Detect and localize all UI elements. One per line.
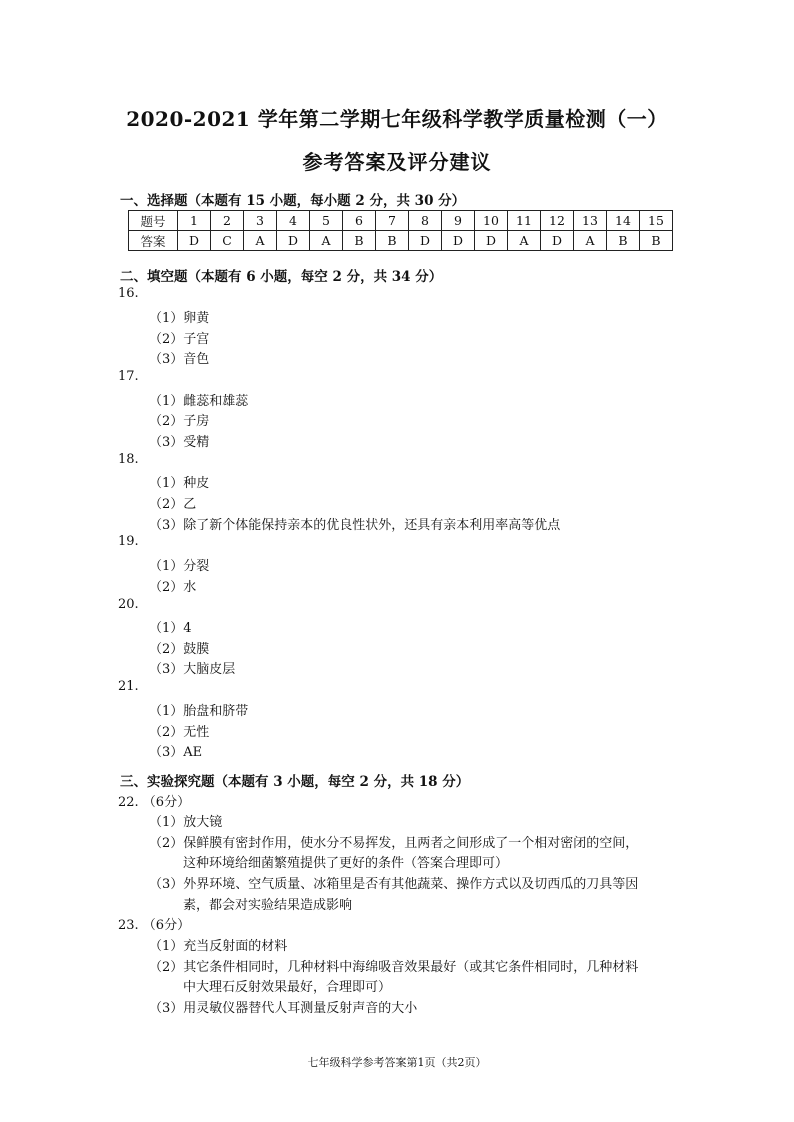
document-subtitle: 参考答案及评分建议 — [302, 150, 492, 174]
question-18-number: 18. — [118, 452, 139, 467]
question-number-cell: 4 — [277, 211, 310, 231]
question-number-cell: 5 — [310, 211, 343, 231]
answer-cell: B — [607, 231, 640, 251]
question-23-answer-2-line-1: （2）其它条件相同时，几种材料中海绵吸音效果最好（或其它条件相同时，几种材料 — [149, 960, 639, 975]
question-number-cell: 14 — [607, 211, 640, 231]
answer-cell: D — [409, 231, 442, 251]
answer-cell: D — [442, 231, 475, 251]
answer-cell: B — [640, 231, 673, 251]
question-19-number: 19. — [118, 534, 139, 549]
question-number-cell: 13 — [574, 211, 607, 231]
question-20-answer-1: （1）4 — [149, 621, 192, 636]
question-16-answer-1: （1）卵黄 — [149, 311, 210, 326]
question-19-answer-1: （1）分裂 — [149, 559, 210, 574]
question-21-answer-1: （1）胎盘和脐带 — [149, 704, 249, 719]
question-21-answer-3: （3）AE — [149, 745, 203, 760]
question-number-cell: 11 — [508, 211, 541, 231]
question-16-number: 16. — [118, 286, 139, 301]
question-number-cell: 10 — [475, 211, 508, 231]
question-number-cell: 1 — [178, 211, 211, 231]
section-1-heading: 一、选择题（本题有 15 小题，每小题 2 分，共 30 分） — [120, 193, 466, 209]
answer-cell: A — [310, 231, 343, 251]
table-header-cell: 答案 — [129, 231, 178, 251]
question-number-cell: 6 — [343, 211, 376, 231]
answer-cell: D — [475, 231, 508, 251]
page-footer: 七年级科学参考答案第1页（共2页） — [307, 1056, 487, 1069]
section-3-heading: 三、实验探究题（本题有 3 小题，每空 2 分，共 18 分） — [120, 774, 470, 790]
section-2-heading: 二、填空题（本题有 6 小题，每空 2 分，共 34 分） — [120, 269, 443, 285]
answer-cell: B — [343, 231, 376, 251]
question-17-answer-2: （2）子房 — [149, 414, 210, 429]
table-header-cell: 题号 — [129, 211, 178, 231]
document-title: 2020-2021 学年第二学期七年级科学教学质量检测（一） — [126, 107, 668, 131]
answer-table-answer-row — [129, 231, 673, 251]
question-20-number: 20. — [118, 597, 139, 612]
answer-cell: A — [574, 231, 607, 251]
question-18-answer-3: （3）除了新个体能保持亲本的优良性状外，还具有亲本利用率高等优点 — [149, 518, 561, 533]
question-23-answer-2-line-2: 中大理石反射效果最好，合理即可） — [183, 980, 392, 995]
question-22-answer-1: （1）放大镜 — [149, 815, 223, 830]
answer-cell: D — [277, 231, 310, 251]
answer-cell: D — [178, 231, 211, 251]
question-18-answer-1: （1）种皮 — [149, 476, 210, 491]
question-number-cell: 2 — [211, 211, 244, 231]
question-17-answer-3: （3）受精 — [149, 435, 210, 450]
question-17-answer-1: （1）雌蕊和雄蕊 — [149, 394, 249, 409]
question-21-answer-2: （2）无性 — [149, 725, 210, 740]
question-21-number: 21. — [118, 679, 139, 694]
question-22-answer-3-line-1: （3）外界环境、空气质量、冰箱里是否有其他蔬菜、操作方式以及切西瓜的刀具等因 — [149, 877, 639, 892]
question-number-cell: 12 — [541, 211, 574, 231]
answer-table-number-row — [129, 211, 673, 231]
question-22-answer-2-line-2: 这种环境给细菌繁殖提供了更好的条件（答案合理即可） — [183, 856, 509, 871]
answer-table — [128, 210, 673, 251]
question-23-answer-1: （1）充当反射面的材料 — [149, 939, 288, 954]
question-16-answer-2: （2）子宫 — [149, 332, 210, 347]
question-20-answer-2: （2）鼓膜 — [149, 642, 210, 657]
question-number-cell: 8 — [409, 211, 442, 231]
question-16-answer-3: （3）音色 — [149, 352, 210, 367]
question-22-answer-3-line-2: 素，都会对实验结果造成影响 — [183, 898, 353, 913]
answer-cell: D — [541, 231, 574, 251]
question-19-answer-2: （2）水 — [149, 580, 197, 595]
question-17-number: 17. — [118, 369, 139, 384]
answer-cell: C — [211, 231, 244, 251]
answer-cell: A — [244, 231, 277, 251]
question-number-cell: 9 — [442, 211, 475, 231]
question-23-answer-3: （3）用灵敏仪器替代人耳测量反射声音的大小 — [149, 1001, 418, 1016]
question-20-answer-3: （3）大脑皮层 — [149, 662, 236, 677]
answer-cell: B — [376, 231, 409, 251]
question-number-cell: 15 — [640, 211, 673, 231]
question-18-answer-2: （2）乙 — [149, 497, 197, 512]
question-22-answer-2-line-1: （2）保鲜膜有密封作用，使水分不易挥发，且两者之间形成了一个相对密闭的空间， — [149, 836, 639, 851]
question-number-cell: 7 — [376, 211, 409, 231]
answer-cell: A — [508, 231, 541, 251]
question-23-number: 23. （6分） — [118, 918, 191, 933]
question-22-number: 22. （6分） — [118, 795, 191, 810]
question-number-cell: 3 — [244, 211, 277, 231]
